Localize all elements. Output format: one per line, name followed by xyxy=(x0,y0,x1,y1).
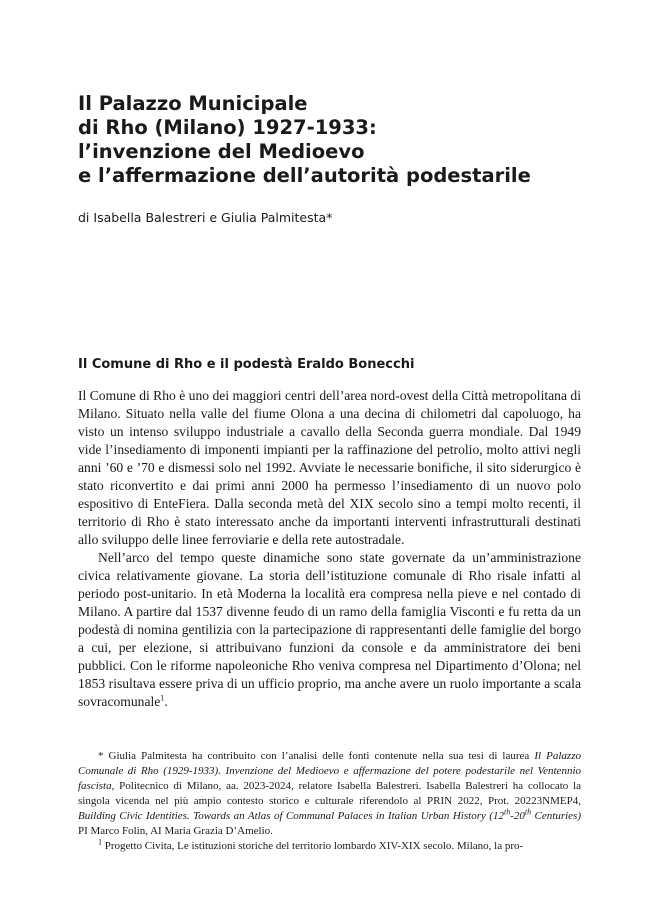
body-paragraph: Il Comune di Rho è uno dei maggiori centri dell’area nord-ovest della Città metropolitana di Milano. Situato nella valle del fiume Olona a una decina di chilometri dal capoluogo, ha visto un intenso sviluppo industriale a cavallo della Seconda guerra mondiale. Dal 1949 vide l’insediamento di imponenti impianti per la raffinazione del petrolio, molto attivi negli anni ’60 e ’70 e dismessi solo nel 1992. Avviate le necessarie bonifiche, il sito siderurgico è stato riconvertito e dai primi anni 2000 ha permesso l’insediamento di un nuovo polo espositivo di EnteFiera. Dalla seconda metà del XIX secolo sino a tempi molto recenti, il territorio di Rho è stato interessato anche da importanti interventi infrastrutturali destinati allo sviluppo delle linee ferroviarie e della rete autostradale. xyxy=(78,388,581,547)
title-line: di Rho (Milano) 1927-1933: xyxy=(78,116,377,139)
footnote-star xyxy=(78,749,581,839)
footnote-italic-part: Building Civic Identities. Towards an Atlas of Communal Palaces in Italian Urban History (12 xyxy=(78,810,504,822)
paragraph-end: . xyxy=(164,694,168,709)
paragraph-text: Nell’arco del tempo queste dinamiche sono state governate da un’amministrazione civica relativamente giovane. La storia dell’istituzione comunale di Rho risale infatti al periodo post-unitario. In età Moderna la località era compresa nella pieve e nel contado di Milano. A partire dal 1537 divenne feudo di un ramo della famiglia Visconti e fu retta da un podestà di nomina gentilizia con la partecipazione di rappresentanti delle famiglie del borgo a cui, per elezione, si attribuivano funzioni da console e da amministratore dei beni pubblici. Con le riforme napoleoniche Rho veniva compresa nel Dipartimento d’Olona; nel 1853 risultava essere priva di un ufficio proprio, ma anche avere un ruolo importante a scala sovracomunale xyxy=(78,550,581,709)
footnotes xyxy=(78,749,581,854)
title-line: l’invenzione del Medioevo xyxy=(78,140,365,163)
footnote-italic-part: -20 xyxy=(510,810,525,822)
footnote-text: * Giulia Palmitesta ha contribuito con l’analisi delle fonti contenute nella sua tesi di laurea xyxy=(98,750,535,762)
body-paragraph xyxy=(78,549,581,711)
footnote-1 xyxy=(78,839,581,854)
footnote-italic xyxy=(78,807,581,822)
title-line: e l’affermazione dell’autorità podestarile xyxy=(78,164,531,187)
title-line: Il Palazzo Municipale xyxy=(78,92,308,115)
footnote-text: , Politecnico di Milano, aa. 2023-2024, relatore Isabella Balestreri. Isabella Balestreri ha collocato la singola vicenda nel più ampio contesto storico e culturale riferendolo al PRIN 2022, Prot. 20223NMEP4, xyxy=(78,780,581,807)
footnote-superscript: th xyxy=(524,807,532,817)
body-text xyxy=(78,387,581,711)
footnote-text: PI Marco Folin, AI Maria Grazia D’Amelio. xyxy=(78,825,273,837)
footnote-italic-part: Centuries) xyxy=(531,810,581,822)
footnote-superscript: th xyxy=(503,807,511,817)
footnote-text: Progetto Civita, Le istituzioni storiche del territorio lombardo XIV-XIX secolo. Milano, la pro- xyxy=(102,840,524,852)
section-heading: Il Comune di Rho e il podestà Eraldo Bonecchi xyxy=(78,357,415,372)
footnote-number: 1 xyxy=(98,839,102,847)
article-title xyxy=(78,92,618,188)
footnote-italic: Il Palazzo Comunale di Rho (1929-1933). Invenzione del Medioevo e affermazione del potere podestarile nel Ventennio fascista xyxy=(78,750,581,792)
authors-byline: di Isabella Balestreri e Giulia Palmitesta* xyxy=(78,210,333,225)
footnote-marker[interactable]: 1 xyxy=(160,693,165,703)
